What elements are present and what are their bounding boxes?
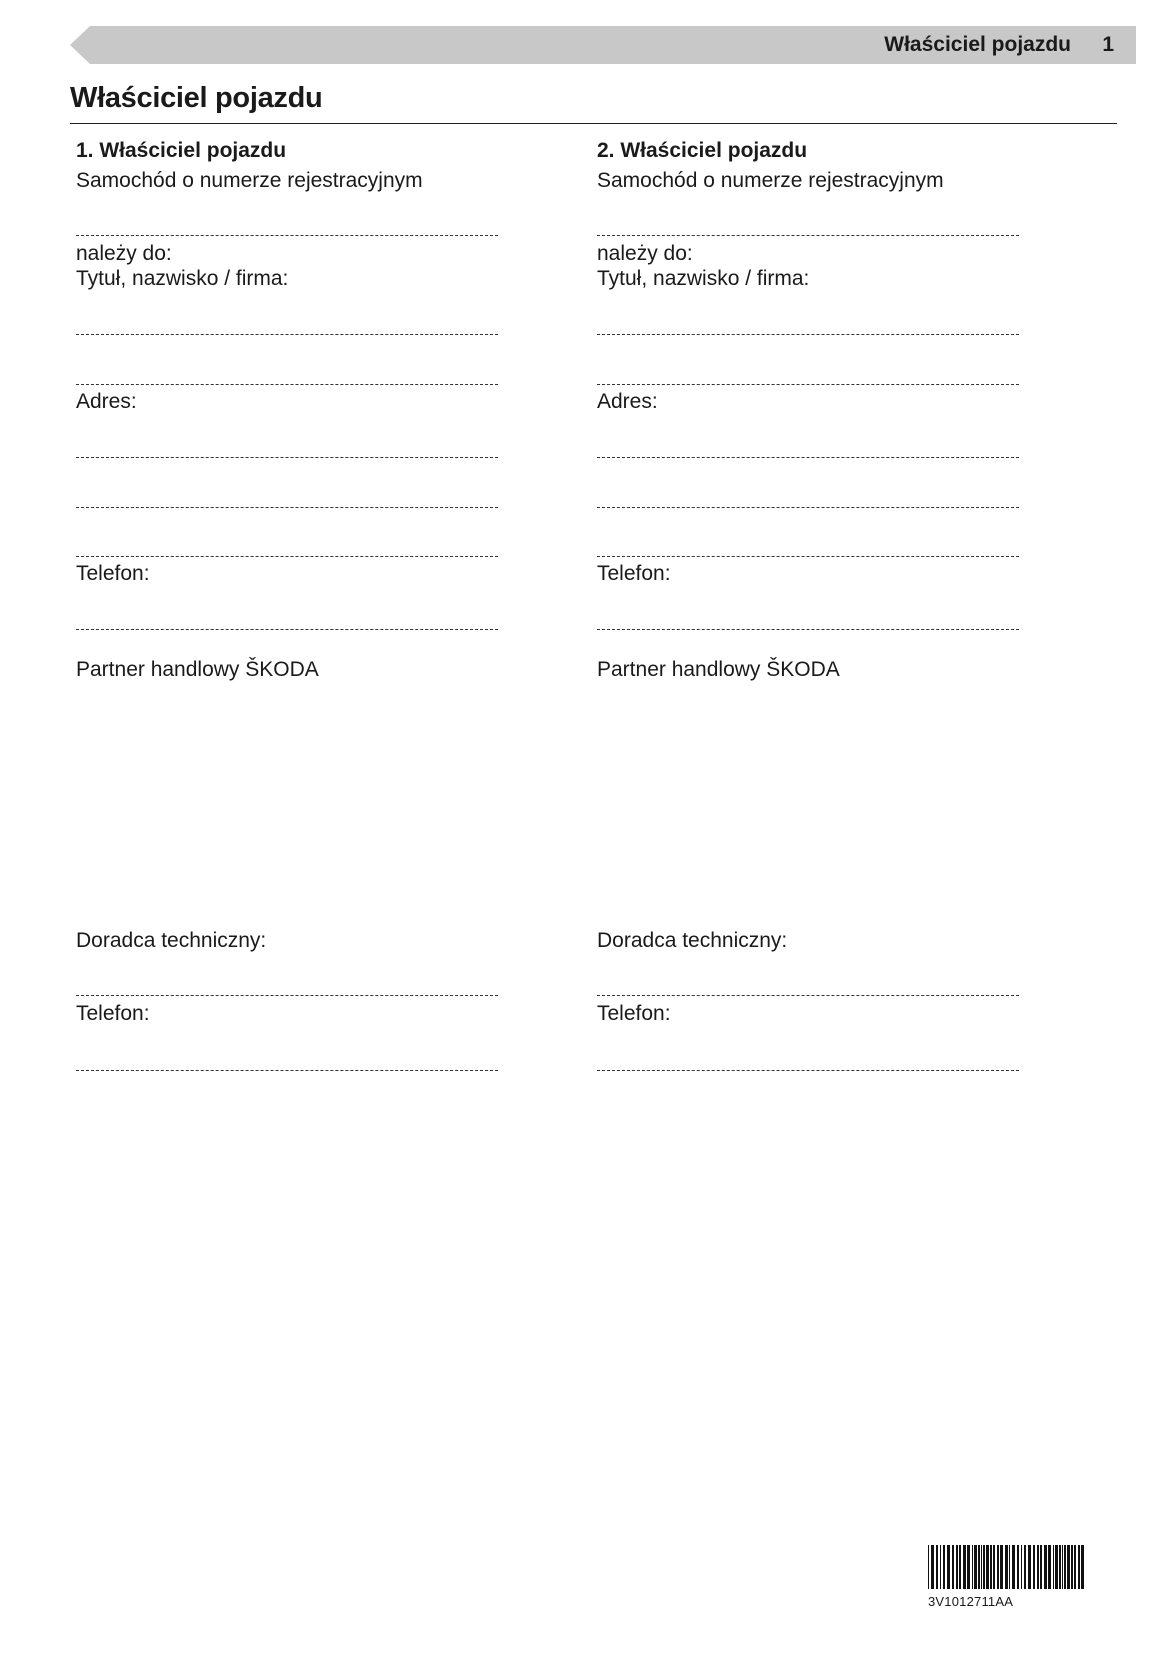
phone-line[interactable]	[76, 629, 498, 630]
advisor-line[interactable]	[597, 995, 1019, 996]
dealer-label: Partner handlowy ŠKODA	[76, 658, 319, 681]
barcode-bar	[959, 1545, 961, 1589]
barcode	[928, 1545, 1088, 1609]
belongs-label: należy do:	[76, 242, 172, 265]
advisor-phone-label: Telefon:	[76, 1002, 150, 1025]
plate-label: Samochód o numerze rejestracyjnym	[597, 169, 944, 192]
name-line-1[interactable]	[76, 334, 498, 335]
name-label: Tytuł, nazwisko / firma:	[76, 267, 289, 290]
barcode-bar	[963, 1545, 966, 1589]
barcode-bar	[1074, 1545, 1076, 1589]
address-label: Adres:	[597, 390, 658, 413]
barcode-bar	[1012, 1545, 1015, 1589]
barcode-bar	[1044, 1545, 1047, 1589]
barcode-bar	[936, 1545, 938, 1589]
barcode-bar	[1055, 1545, 1058, 1589]
barcode-bar	[1053, 1545, 1054, 1589]
address-line-1[interactable]	[597, 457, 1019, 458]
barcode-bar	[967, 1545, 970, 1589]
name-line-1[interactable]	[597, 334, 1019, 335]
barcode-bar	[1067, 1545, 1070, 1589]
page-number: 1	[1102, 33, 1114, 56]
barcode-icon	[928, 1545, 1086, 1589]
barcode-bar	[1005, 1545, 1008, 1589]
advisor-phone-label: Telefon:	[597, 1002, 671, 1025]
address-line-2[interactable]	[597, 507, 1019, 508]
owner-heading: 1. Właściciel pojazdu	[76, 139, 287, 162]
barcode-bar	[990, 1545, 992, 1589]
page-title: Właściciel pojazdu	[70, 82, 323, 114]
barcode-bar	[1033, 1545, 1035, 1589]
dealer-label: Partner handlowy ŠKODA	[597, 658, 840, 681]
barcode-bar	[1009, 1545, 1010, 1589]
plate-label: Samochód o numerze rejestracyjnym	[76, 169, 423, 192]
name-line-2[interactable]	[597, 384, 1019, 385]
barcode-bar	[940, 1545, 941, 1589]
plate-number-line[interactable]	[597, 235, 1019, 236]
barcode-code: 3V1012711AA	[928, 1594, 1014, 1609]
barcode-bar	[952, 1545, 954, 1589]
barcode-bar	[931, 1545, 934, 1589]
name-line-2[interactable]	[76, 384, 498, 385]
name-label: Tytuł, nazwisko / firma:	[597, 267, 810, 290]
barcode-bar	[956, 1545, 958, 1589]
advisor-line[interactable]	[76, 995, 498, 996]
barcode-bar	[1037, 1545, 1039, 1589]
phone-label: Telefon:	[76, 562, 150, 585]
barcode-bar	[1078, 1545, 1080, 1589]
barcode-bar	[981, 1545, 982, 1589]
barcode-bar	[1028, 1545, 1031, 1589]
advisor-phone-line[interactable]	[76, 1070, 498, 1071]
barcode-bar	[1059, 1545, 1061, 1589]
phone-label: Telefon:	[597, 562, 671, 585]
barcode-bar	[974, 1545, 977, 1589]
barcode-bar	[1024, 1545, 1026, 1589]
barcode-bar	[993, 1545, 995, 1589]
address-line-2[interactable]	[76, 507, 498, 508]
address-line-1[interactable]	[76, 457, 498, 458]
barcode-bar	[1064, 1545, 1066, 1589]
header-title: Właściciel pojazdu	[884, 33, 1071, 56]
barcode-bar	[1081, 1545, 1084, 1589]
barcode-bar	[943, 1545, 945, 1589]
address-line-3[interactable]	[76, 556, 498, 557]
phone-line[interactable]	[597, 629, 1019, 630]
barcode-bar	[1040, 1545, 1042, 1589]
advisor-phone-line[interactable]	[597, 1070, 1019, 1071]
barcode-bar	[1062, 1545, 1063, 1589]
barcode-bar	[1021, 1545, 1022, 1589]
barcode-bar	[1017, 1545, 1019, 1589]
barcode-bar	[978, 1545, 980, 1589]
barcode-bar	[928, 1545, 929, 1589]
advisor-label: Doradca techniczny:	[597, 929, 788, 952]
owner-heading: 2. Właściciel pojazdu	[597, 139, 808, 162]
barcode-bar	[997, 1545, 999, 1589]
address-label: Adres:	[76, 390, 137, 413]
barcode-bar	[1000, 1545, 1003, 1589]
address-line-3[interactable]	[597, 556, 1019, 557]
barcode-bar	[983, 1545, 985, 1589]
advisor-label: Doradca techniczny:	[76, 929, 267, 952]
barcode-bar	[986, 1545, 989, 1589]
barcode-bar	[1071, 1545, 1073, 1589]
owner-1-section	[76, 0, 506, 1654]
barcode-bar	[947, 1545, 950, 1589]
owner-2-section	[597, 0, 1027, 1654]
barcode-bar	[972, 1545, 973, 1589]
barcode-bar	[1048, 1545, 1051, 1589]
plate-number-line[interactable]	[76, 235, 498, 236]
belongs-label: należy do:	[597, 242, 693, 265]
